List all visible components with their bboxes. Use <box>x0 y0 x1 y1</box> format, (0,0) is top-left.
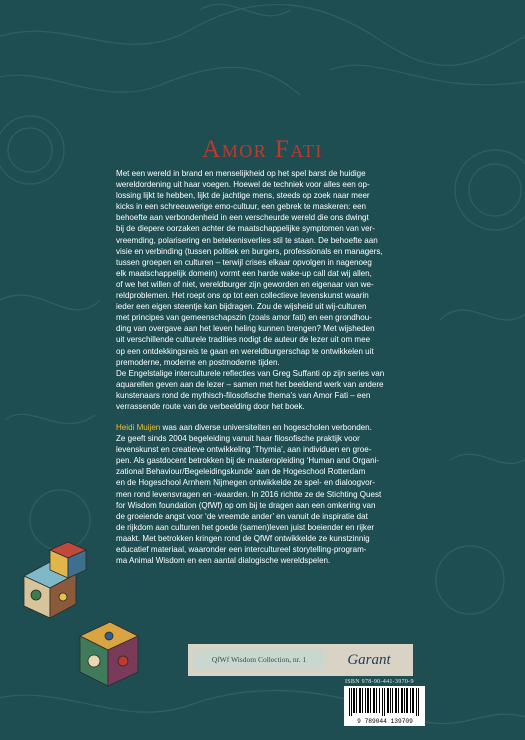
text-line: for Wisdom foundation (QfWf) op om bij te dragen aan een omkering van <box>116 500 376 510</box>
text-line: premoderne, moderne en postmoderne tijden. <box>116 357 280 367</box>
author-name: Heidi Muijen <box>116 423 161 432</box>
text-line: uit verschillende culturele tradities nodigt de auteur de lezer uit om mee <box>116 335 371 345</box>
text-line: de rijkdom aan culturen het goede (samen)leven juist boeiender en rijker <box>116 522 375 532</box>
publisher-logo: Garant <box>347 652 391 668</box>
text-line: elk maatschappelijk domein) vormt een harde wake-up call dat wij allen, <box>116 268 372 278</box>
barcode-number: 9 789044 139709 <box>357 718 413 725</box>
text-line: ieder een eigen steentje kan bijdragen. Zou de wijsheid uit wij-culturen <box>116 302 367 312</box>
text-line: ma Animal Wisdom en een aantal dialogische wereldspelen. <box>116 556 331 566</box>
text-line: lossing lijkt te hebben, lijkt de jachtige mens, steeds op zoek naar meer <box>116 191 370 201</box>
series-label: QfWf Wisdom Collection, nr. 1 <box>193 649 325 670</box>
text-line: Met een wereld in brand en menselijkheid op het spel barst de huidige <box>116 169 366 178</box>
text-line: reldproblemen. Het roept ons op tot een collectieve levenskunst waarin <box>116 291 369 301</box>
text-line: bij de diepere oorzaken achter de maatschappelijke symptomen van ver- <box>116 224 375 234</box>
text-line: levenskunst en creatieve ontwikkeling ‘Thymia’, aan individuen en groe- <box>116 445 372 455</box>
text-line: de groeiende angst voor ‘de vreemde ander’ en vanuit de inspiratie dat <box>116 511 368 521</box>
text-line: vreemding, polarisering en betekenisverlies stil te staan. De behoefte aan <box>116 235 378 245</box>
text-line: aquarellen geven aan de lezer – samen met het beeldend werk van andere <box>116 379 384 389</box>
text-line: visie en verbinding (tussen politiek en burgers, professionals en managers, <box>116 246 383 256</box>
text-line: kicks in een schreeuwerige emo-cultuur, een gebrek te maskeren: een <box>116 202 367 212</box>
text-line: De Engelstalige interculturele reflecties van Greg Suffanti op zijn series van <box>116 368 385 378</box>
text-line: kunstenaars rond de mythisch-filosofische thema’s van Amor Fati – een <box>116 390 371 400</box>
isbn-label: ISBN 978-90-441-3970-9 <box>345 679 414 685</box>
text-line: educatief materiaal, waaronder een intercultureel storytelling-program- <box>116 545 367 555</box>
text-line <box>116 422 431 433</box>
description-text <box>116 168 431 412</box>
text-line: verrassende route van de verbeelding door het boek. <box>116 401 305 411</box>
text-line: met principes van gemeenschapszin (zoals amor fati) en een grondhou- <box>116 313 372 323</box>
author-bio-start: was aan diverse universiteiten en hogescholen verbonden. <box>160 423 372 432</box>
text-line: ding van overgave aan het leven heling kunnen brengen? Met wijsheden <box>116 324 375 334</box>
text-line: en de Hogeschool Arnhem Nijmegen ontwikkelde ze spel- en dialoogvor- <box>116 478 375 488</box>
text-line: wereldordening uit haar voegen. Hoewel de techniek voor alles een op- <box>116 180 370 190</box>
barcode-bars-icon <box>344 686 425 716</box>
text-line: pen. Als gastdocent betrokken bij de masteropleiding ‘Human and Organi- <box>116 456 380 466</box>
text-line: tussen groepen en culturen – terwijl crises elkaar opvolgen in nagenoeg <box>116 257 372 267</box>
text-line: zational Behaviour/Begeleidingskunde’ aan de Hogeschool Rotterdam <box>116 467 366 477</box>
text-line: men rond levensvragen en -waarden. In 2016 richtte ze de Stichting Quest <box>116 489 382 499</box>
author-bio <box>116 422 431 566</box>
text-line: op een ontdekkingsreis te gaan en wereldburgerschap te ontwikkelen uit <box>116 346 374 356</box>
book-title: Amor Fati <box>202 136 323 163</box>
dice-illustration-icon <box>6 540 141 700</box>
text-line: of we het willen of niet, wereldburger zijn geworden en eigenaar van we- <box>116 279 374 289</box>
text-line: Ze geeft sinds 2004 begeleiding vanuit haar filosofische praktijk voor <box>116 434 360 444</box>
text-line: maakt. Met betrokken kringen rond de QfWf ontwikkelde ze kunstzinnig <box>116 533 370 543</box>
text-line: behoefte aan verbondenheid in een verscheurde wereld die ons dwingt <box>116 213 369 223</box>
